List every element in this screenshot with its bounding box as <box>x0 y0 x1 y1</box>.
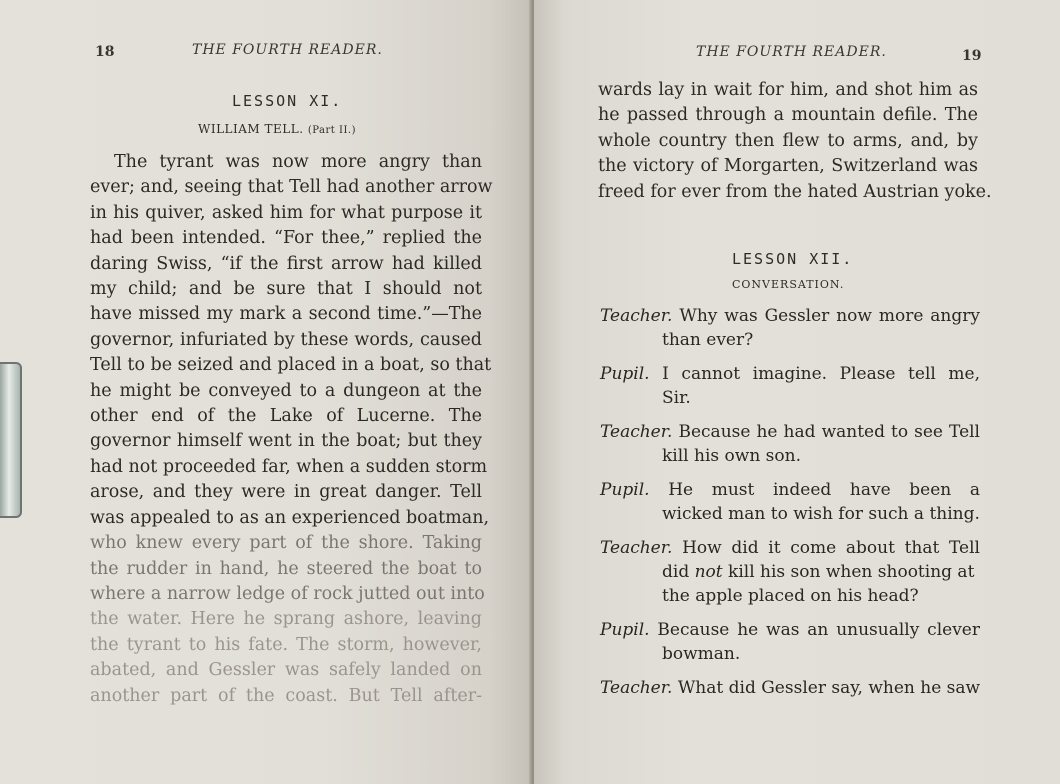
dialog-entry <box>600 304 980 352</box>
dialog-text: Because he was an unusually clever <box>657 620 980 640</box>
text-line: abated, and Gessler was safely landed on <box>90 660 482 681</box>
text-line: he might be conveyed to a dungeon at the <box>90 380 482 401</box>
lesson-body-text <box>90 150 493 709</box>
dialog-first-line <box>600 304 980 328</box>
lesson-part: (Part II.) <box>307 125 356 136</box>
text-line: had not proceeded far, when a sudden storm <box>90 456 488 477</box>
lesson-subtitle-name: WILLIAM TELL. <box>198 122 304 136</box>
conversation <box>600 304 980 700</box>
text-line: daring Swiss, “if the first arrow had killed <box>90 253 482 274</box>
dialog-entry <box>600 420 980 468</box>
dialog-first-line <box>600 676 980 700</box>
dialog-continuation: kill his own son. <box>662 446 801 466</box>
continued-text <box>598 78 992 205</box>
dialog-entry <box>600 676 980 700</box>
speaker-label: Teacher. <box>600 678 673 698</box>
lesson-subtitle <box>198 122 356 136</box>
dialog-text: did <box>662 562 695 582</box>
dialog-text: What did Gessler say, when he saw <box>677 678 981 698</box>
text-line: the rudder in hand, he steered the boat to <box>90 558 482 579</box>
text-line: the victory of Morgarten, Switzerland was <box>598 156 978 177</box>
text-line: was appealed to as an experienced boatman, <box>90 507 490 528</box>
speaker-label: Pupil. <box>600 364 650 384</box>
text-line: have missed my mark a second time.”—The <box>90 304 482 325</box>
dialog-first-line <box>600 536 980 560</box>
text-line: the tyrant to his fate. The storm, however, <box>90 634 482 655</box>
text-line: who knew every part of the shore. Taking <box>90 533 482 554</box>
text-line: Tell to be seized and placed in a boat, so that <box>90 355 492 376</box>
speaker-label: Pupil. <box>600 620 650 640</box>
page-number-left: 18 <box>95 44 115 60</box>
dialog-first-line <box>600 362 980 386</box>
page-clip <box>0 362 22 518</box>
text-line: he passed through a mountain defile. The <box>598 105 978 126</box>
speaker-label: Teacher. <box>600 538 673 558</box>
lesson-subtitle-xii: CONVERSATION. <box>732 278 845 291</box>
text-line: The tyrant was now more angry than <box>114 152 482 172</box>
lesson-title: LESSON XI. <box>232 92 343 110</box>
speaker-label: Teacher. <box>600 306 673 326</box>
running-head-right: THE FOURTH READER. <box>696 44 887 60</box>
dialog-text: I cannot imagine. Please tell me, <box>662 364 980 384</box>
text-line: freed for ever from the hated Austrian yoke. <box>598 181 992 202</box>
running-head-left: THE FOURTH READER. <box>192 42 383 58</box>
dialog-first-line <box>600 420 980 444</box>
dialog-entry <box>600 362 980 410</box>
lesson-title-xii: LESSON XII. <box>732 250 854 268</box>
dialog-continuation: than ever? <box>662 330 754 350</box>
text-line: ever; and, seeing that Tell had another arrow <box>90 177 493 198</box>
dialog-text: kill his son when shooting at <box>722 562 975 582</box>
dialog-continuation: Sir. <box>662 388 691 408</box>
text-line: governor, infuriated by these words, caused <box>90 329 482 350</box>
dialog-entry <box>600 536 980 608</box>
dialog-text: How did it come about that Tell <box>682 538 980 558</box>
dialog-entry <box>600 618 980 666</box>
text-line: arose, and they were in great danger. Tell <box>90 482 482 503</box>
dialog-continuation: bowman. <box>662 644 741 664</box>
dialog-text: Because he had wanted to see Tell <box>678 422 980 442</box>
speaker-label: Teacher. <box>600 422 673 442</box>
dialog-entry <box>600 478 980 526</box>
dialog-text: Why was Gessler now more angry <box>679 306 980 326</box>
text-line: where a narrow ledge of rock jutted out into <box>90 583 485 604</box>
text-line: in his quiver, asked him for what purpose it <box>90 202 482 223</box>
text-line: wards lay in wait for him, and shot him as <box>598 80 978 100</box>
text-line: had been intended. “For thee,” replied the <box>90 228 482 249</box>
dialog-text: He must indeed have been a <box>668 480 980 500</box>
text-line: governor himself went in the boat; but they <box>90 431 482 452</box>
dialog-first-line <box>600 618 980 642</box>
text-line: whole country then flew to arms, and, by <box>598 130 978 151</box>
text-line: my child; and be sure that I should not <box>90 279 482 300</box>
dialog-continuation: wicked man to wish for such a thing. <box>662 504 980 524</box>
text-line: other end of the Lake of Lucerne. The <box>90 406 482 427</box>
text-line: another part of the coast. But Tell after- <box>90 685 482 706</box>
dialog-first-line <box>600 478 980 502</box>
page-number-right: 19 <box>962 48 982 64</box>
dialog-continuation <box>600 560 980 584</box>
emphasis-text: not <box>694 562 723 582</box>
speaker-label: Pupil. <box>600 480 650 500</box>
dialog-continuation: the apple placed on his head? <box>662 586 919 606</box>
text-line: the water. Here he sprang ashore, leaving <box>90 609 482 630</box>
